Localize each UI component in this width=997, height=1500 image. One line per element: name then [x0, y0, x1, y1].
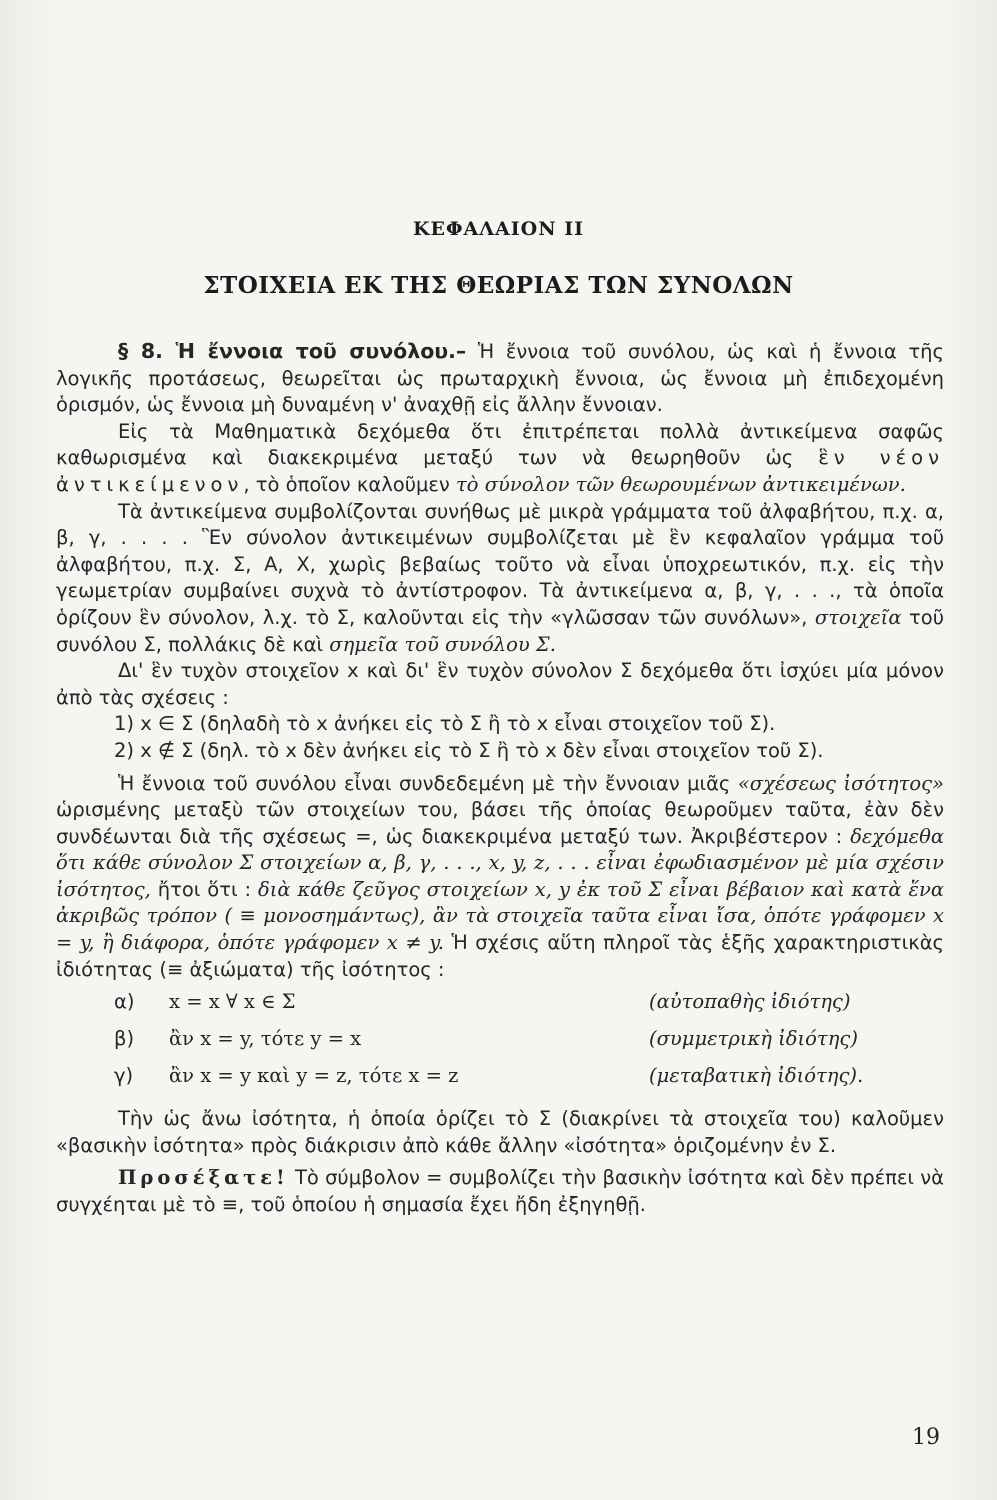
- property-reflexive: α) x = x ∀ x ∈ Σ (αὐτοπαθὴς ἰδιότης): [114, 990, 851, 1014]
- paragraph-5: Ἡ ἔννοια τοῦ συνόλου εἶναι συνδεδεμένη μὲ τὴν ἔννοιαν μιᾶς «σχέσεως ἰσότητος» ὡρισμένης μεταξὺ τῶν στοιχείων του, βάσει τῆς ὁποίας θεωροῦμεν ταῦτα, ἐὰν δὲν συνδέωνται διὰ τῆς σχέσεως =, ὡς διακεκριμένα μεταξύ των. Ἀκριβέστερον : δεχόμεθα ὅτι κάθε σύνολον Σ στοιχείων α, β, γ, . . ., x, y, z, . . . εἶναι ἐφωδιασμένον μὲ μία σχέσιν ἰσότητος, ἤτοι ὅτι : διὰ κάθε ζεῦγος στοιχείων x, y ἐκ τοῦ Σ εἶναι βέβαιον καὶ κατὰ ἕνα ἀκριβῶς τρόπον ( ≡ μονοσημάντως), ἂν τὰ στοιχεῖα ταῦτα εἶναι ἴσα, ὁπότε γράφομεν x = y, ἢ διάφορα, ὁπότε γράφομεν x ≠ y. Ἡ σχέσις αὕτη πληροῖ τὰς ἑξῆς χαρακτηριστικὰς ἰδιότητας (≡ ἀξιώματα) τῆς ἰσότητος :: [56, 771, 944, 981]
- page-number: 19: [912, 1425, 940, 1450]
- property-transitive: γ) ἂν x = y καὶ y = z, τότε x = z (μεταβατικὴ ἰδιότης).: [114, 1064, 864, 1088]
- paragraph-6: Τὴν ὡς ἄνω ἰσότητα, ἡ ὁποία ὁρίζει τὸ Σ (διακρίνει τὰ στοιχεῖα του) καλοῦμεν «βασικὴν ἰσότητα» πρὸς διάκρισιν ἀπὸ κάθε ἄλλην «ἰσότητα» ὁριζομένην ἐν Σ.: [56, 1107, 944, 1157]
- section-heading: § 8. Ἡ ἔννοια τοῦ συνόλου.–: [118, 339, 467, 363]
- relation-2: 2) x ∉ Σ (δηλ. τὸ x δὲν ἀνήκει εἰς τὸ Σ ἢ τὸ x δὲν εἶναι στοιχεῖον τοῦ Σ).: [114, 738, 824, 762]
- paragraph-7: Προσέξατε! Τὸ σύμβολον = συμβολίζει τὴν βασικὴν ἰσότητα καὶ δὲν πρέπει νὰ συγχέηται μὲ τὸ ≡, τοῦ ὁποίου ἡ σημασία ἔχει ἤδη ἐξηγηθῇ.: [56, 1166, 944, 1217]
- relation-1: 1) x ∈ Σ (δηλαδὴ τὸ x ἀνήκει εἰς τὸ Σ ἢ τὸ x εἶναι στοιχεῖον τοῦ Σ).: [114, 712, 776, 736]
- chapter-heading: ΚΕΦΑΛΑΙΟΝ II: [413, 218, 584, 240]
- page-body: [56, 338, 944, 1219]
- paragraph-2: Εἰς τὰ Μαθηματικὰ δεχόμεθα ὅτι ἐπιτρέπεται πολλὰ ἀντικείμενα σαφῶς καθωρισμένα καὶ διακεκριμένα μεταξύ των νὰ θεωρηθοῦν ὡς ἓν νέον ἀντικείμενον, τὸ ὁποῖον καλοῦμεν τὸ σύνολον τῶν θεωρουμένων ἀντικειμένων.: [56, 419, 944, 496]
- paragraph-1: § 8. Ἡ ἔννοια τοῦ συνόλου.– Ἡ ἔννοια τοῦ συνόλου, ὡς καὶ ἡ ἔννοια τῆς λογικῆς προτάσεως, θεωρεῖται ὡς πρωταρχικὴ ἔννοια, ὡς ἔννοια μὴ ἐπιδεχομένη ὁρισμόν, ὡς ἔννοια μὴ δυναμένη ν' ἀναχθῇ εἰς ἄλλην ἔννοιαν.: [56, 339, 944, 417]
- spaced-emphasis: ἓν νέον ἀντικείμενον: [56, 446, 944, 496]
- italic-emphasis: τὸ σύνολον τῶν θεωρουμένων ἀντικειμένων.: [456, 472, 906, 496]
- warning-label: Προσέξατε!: [118, 1166, 289, 1190]
- property-symmetric: β) ἂν x = y, τότε y = x (συμμετρικὴ ἰδιότης): [114, 1027, 858, 1051]
- paragraph-4: Δι' ἓν τυχὸν στοιχεῖον x καὶ δι' ἓν τυχὸν σύνολον Σ δεχόμεθα ὅτι ἰσχύει μία μόνον ἀπὸ τὰς σχέσεις :: [56, 659, 944, 709]
- chapter-title: ΣΤΟΙΧΕΙΑ ΕΚ ΤΗΣ ΘΕΩΡΙΑΣ ΤΩΝ ΣΥΝΟΛΩΝ: [203, 272, 794, 299]
- paragraph-3: Τὰ ἀντικείμενα συμβολίζονται συνήθως μὲ μικρὰ γράμματα τοῦ ἀλφαβήτου, π.χ. α, β, γ, . . . . Ἓν σύνολον ἀντικειμένων συμβολίζεται μὲ ἓν κεφαλαῖον γράμμα τοῦ ἀλφαβήτου, π.χ. Σ, Α, Χ, χωρὶς βεβαίως τοῦτο νὰ εἶναι ὑποχρεωτικόν, π.χ. εἰς τὴν γεωμετρίαν συμβαίνει συχνὰ τὸ ἀντίστροφον. Τὰ ἀντικείμενα α, β, γ, . . ., τὰ ὁποῖα ὁρίζουν ἓν σύνολον, λ.χ. τὸ Σ, καλοῦνται εἰς τὴν «γλῶσσαν τῶν συνόλων», στοιχεῖα τοῦ συνόλου Σ, πολλάκις δὲ καὶ σημεῖα τοῦ συνόλου Σ.: [56, 499, 944, 656]
